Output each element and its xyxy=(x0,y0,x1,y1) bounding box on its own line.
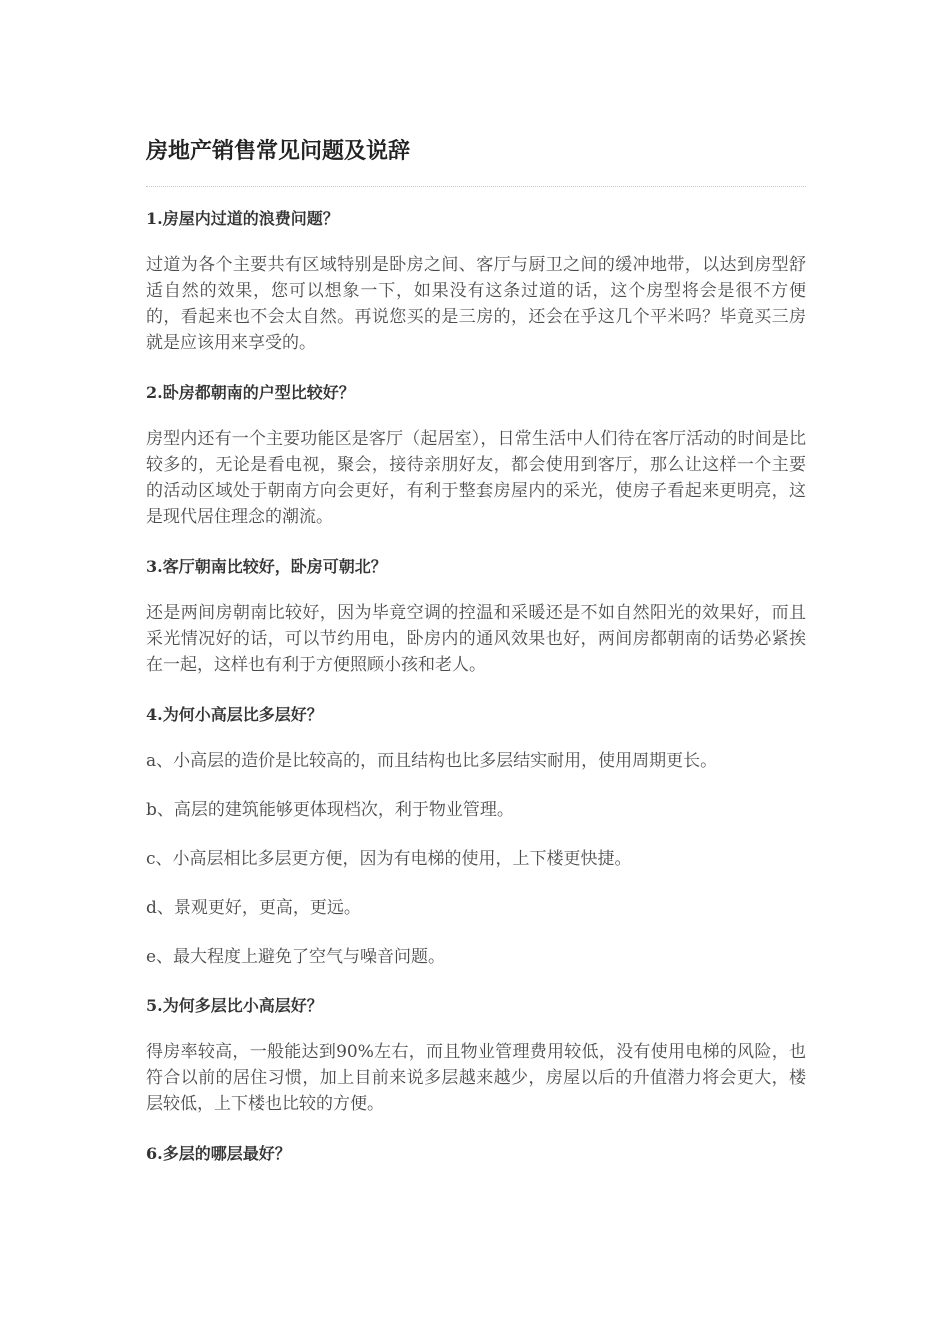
list-item: a、小高层的造价是比较高的，而且结构也比多层结实耐用，使用周期更长。 xyxy=(146,751,718,771)
list-item: b、高层的建筑能够更体现档次，利于物业管理。 xyxy=(146,800,514,820)
section-heading-1: 1.房屋内过道的浪费问题？ xyxy=(146,209,339,228)
list-item: d、景观更好，更高，更远。 xyxy=(146,898,361,918)
page-title: 房地产销售常见问题及说辞 xyxy=(146,138,411,164)
section-heading-6: 6.多层的哪层最好？ xyxy=(146,1144,291,1163)
title-divider xyxy=(146,186,806,187)
section-heading-2: 2.卧房都朝南的户型比较好？ xyxy=(146,383,355,402)
section-heading-5: 5.为何多层比小高层好？ xyxy=(146,996,323,1015)
list-item: c、小高层相比多层更方便，因为有电梯的使用，上下楼更快捷。 xyxy=(146,849,632,869)
list-item: e、最大程度上避免了空气与噪音问题。 xyxy=(146,947,446,967)
section-paragraph-1: 过道为各个主要共有区域特别是卧房之间、客厅与厨卫之间的缓冲地带，以达到房型舒适自然的效果，您可以想象一下，如果没有这条过道的话，这个房型将会是很不方便的，看起来也不会太自然。再说您买的是三房的，还会在乎这几个平米吗？毕竟买三房就是应该用来享受的。 xyxy=(146,255,806,353)
section-paragraph-2: 房型内还有一个主要功能区是客厅（起居室），日常生活中人们待在客厅活动的时间是比较多的，无论是看电视，聚会，接待亲朋好友，都会使用到客厅，那么让这样一个主要的活动区域处于朝南方向会更好，有利于整套房屋内的采光，使房子看起来更明亮，这是现代居住理念的潮流。 xyxy=(146,429,806,527)
section-heading-4: 4.为何小高层比多层好？ xyxy=(146,705,323,724)
section-heading-3: 3.客厅朝南比较好，卧房可朝北？ xyxy=(146,557,387,576)
section-paragraph-3: 还是两间房朝南比较好，因为毕竟空调的控温和采暖还是不如自然阳光的效果好，而且采光情况好的话，可以节约用电，卧房内的通风效果也好，两间房都朝南的话势必紧挨在一起，这样也有利于方便照顾小孩和老人。 xyxy=(146,603,806,675)
document-body xyxy=(146,206,806,1187)
section-paragraph-5: 得房率较高，一般能达到90%左右，而且物业管理费用较低，没有使用电梯的风险，也符合以前的居住习惯，加上目前来说多层越来越少，房屋以后的升值潜力将会更大，楼层较低，上下楼也比较的方便。 xyxy=(146,1042,806,1114)
